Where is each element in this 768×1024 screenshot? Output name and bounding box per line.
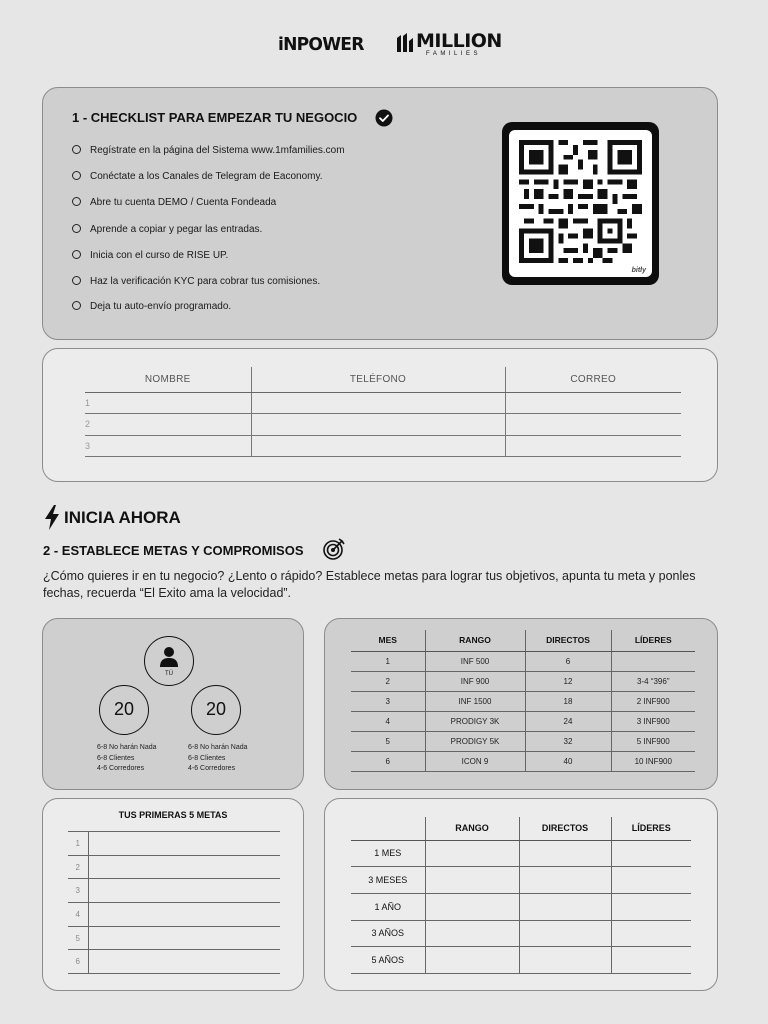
plan-card	[324, 618, 718, 790]
period-label: 3 AÑOS	[351, 920, 425, 947]
column-header-rango: RANGO	[425, 817, 519, 840]
goal-number: 4	[68, 903, 88, 927]
goals-table	[68, 831, 280, 974]
timeline-table	[351, 817, 691, 974]
contacts-card	[42, 348, 718, 482]
checklist-item[interactable]: Regístrate en la página del Sistema www.1mfamilies.com	[72, 145, 345, 156]
you-label: TÚ	[165, 671, 173, 677]
table-row	[351, 947, 691, 974]
unchecked-circle-icon[interactable]	[72, 301, 81, 310]
table-row: 6 ICON 9 40 10 INF900	[351, 751, 695, 771]
target-arrow-icon	[322, 537, 346, 561]
you-node	[144, 636, 194, 686]
team-tree-card	[42, 618, 304, 790]
row-number[interactable]: 1	[85, 392, 251, 414]
inicia-ahora-title: INICIA AHORA	[64, 508, 181, 527]
left-leg-breakdown: 6-8 No harán Nada 6-8 Clientes 4-6 Corredores	[97, 744, 157, 772]
email-cell[interactable]	[505, 435, 681, 457]
check-circle-icon	[375, 109, 393, 127]
goal-number: 6	[68, 950, 88, 974]
intro-paragraph: ¿Cómo quieres ir en tu negocio? ¿Lento o rápido? Establece metas para lograr tus objetivos, apunta tu meta y ponles fechas, recuerda “El Exito ama la velocidad”.	[43, 569, 696, 600]
email-cell[interactable]	[505, 414, 681, 436]
table-row	[68, 926, 280, 950]
checklist-title: 1 - CHECKLIST PARA EMPEZAR TU NEGOCIO	[72, 110, 358, 125]
table-row	[351, 920, 691, 947]
column-header-lideres: LÍDERES	[611, 630, 695, 651]
period-label: 5 AÑOS	[351, 947, 425, 974]
unchecked-circle-icon[interactable]	[72, 171, 81, 180]
table-row	[68, 855, 280, 879]
goal-field[interactable]	[88, 950, 280, 974]
checklist-item[interactable]: Inicia con el curso de RISE UP.	[72, 250, 228, 261]
contacts-table	[85, 367, 681, 457]
column-header-nombre: NOMBRE	[85, 367, 251, 392]
unchecked-circle-icon[interactable]	[72, 145, 81, 154]
unchecked-circle-icon[interactable]	[72, 250, 81, 259]
right-leg-breakdown: 6-8 No harán Nada 6-8 Clientes 4-6 Corredores	[188, 744, 248, 772]
inpower-logo: iNPOWER	[278, 34, 364, 55]
goal-number: 5	[68, 926, 88, 950]
left-leg-node: 20	[99, 685, 149, 735]
column-header-correo: CORREO	[505, 367, 681, 392]
period-label: 1 AÑO	[351, 893, 425, 920]
row-number[interactable]: 2	[85, 414, 251, 436]
checklist-item[interactable]: Deja tu auto-envío programado.	[72, 301, 231, 312]
unchecked-circle-icon[interactable]	[72, 197, 81, 206]
qr-code-icon	[519, 140, 642, 263]
section-2-title: 2 - ESTABLECE METAS Y COMPROMISOS	[43, 543, 304, 558]
column-header-telefono: TELÉFONO	[251, 367, 505, 392]
table-row: 1 INF 500 6	[351, 651, 695, 671]
families-wordmark: FAMILIES	[426, 51, 482, 57]
table-row: 3 INF 1500 18 2 INF900	[351, 691, 695, 711]
period-label: 3 MESES	[351, 867, 425, 894]
table-row	[85, 435, 681, 457]
table-row	[351, 893, 691, 920]
qr-code[interactable]	[509, 130, 652, 277]
timeline-card	[324, 798, 718, 991]
bitly-label: bitly	[631, 267, 646, 274]
table-row	[68, 879, 280, 903]
goal-field[interactable]	[88, 926, 280, 950]
goal-field[interactable]	[88, 879, 280, 903]
unchecked-circle-icon[interactable]	[72, 276, 81, 285]
phone-cell[interactable]	[251, 435, 505, 457]
column-header-rango: RANGO	[425, 630, 525, 651]
million-mark-icon	[396, 32, 418, 54]
phone-cell[interactable]	[251, 414, 505, 436]
table-row	[85, 392, 681, 414]
table-row: 4 PRODIGY 3K 24 3 INF900	[351, 711, 695, 731]
table-row	[68, 832, 280, 856]
table-row: 2 INF 900 12 3-4 “396”	[351, 671, 695, 691]
million-wordmark: MILLION	[416, 30, 502, 52]
table-row	[351, 867, 691, 894]
goal-field[interactable]	[88, 832, 280, 856]
table-row: 5 PRODIGY 5K 32 5 INF900	[351, 731, 695, 751]
column-header-directos: DIRECTOS	[519, 817, 611, 840]
plan-table	[351, 630, 695, 772]
goal-field[interactable]	[88, 903, 280, 927]
goals-title: TUS PRIMERAS 5 METAS	[118, 810, 228, 820]
column-header-mes: MES	[351, 630, 425, 651]
checklist-item[interactable]: Haz la verificación KYC para cobrar tus comisiones.	[72, 276, 320, 287]
right-leg-node: 20	[191, 685, 241, 735]
person-icon	[159, 646, 179, 668]
checklist-card	[42, 87, 718, 340]
email-cell[interactable]	[505, 392, 681, 414]
table-row	[85, 414, 681, 436]
goal-number: 2	[68, 855, 88, 879]
table-row	[68, 903, 280, 927]
column-header-directos: DIRECTOS	[525, 630, 611, 651]
header-logos	[0, 30, 768, 64]
phone-cell[interactable]	[251, 392, 505, 414]
column-header-period	[351, 817, 425, 840]
table-row	[68, 950, 280, 974]
goal-number: 1	[68, 832, 88, 856]
goal-field[interactable]	[88, 855, 280, 879]
row-number[interactable]: 3	[85, 435, 251, 457]
checklist-item[interactable]: Aprende a copiar y pegar las entradas.	[72, 224, 262, 235]
million-families-logo	[396, 30, 502, 60]
table-row	[351, 840, 691, 867]
goals-card	[42, 798, 304, 991]
period-label: 1 MES	[351, 840, 425, 867]
goal-number: 3	[68, 879, 88, 903]
column-header-lideres: LÍDERES	[611, 817, 691, 840]
qr-code-frame[interactable]	[502, 122, 659, 285]
lightning-bolt-icon	[44, 505, 60, 530]
unchecked-circle-icon[interactable]	[72, 224, 81, 233]
checklist-item[interactable]: Abre tu cuenta DEMO / Cuenta Fondeada	[72, 197, 276, 208]
checklist-item[interactable]: Conéctate a los Canales de Telegram de Eaconomy.	[72, 171, 323, 182]
